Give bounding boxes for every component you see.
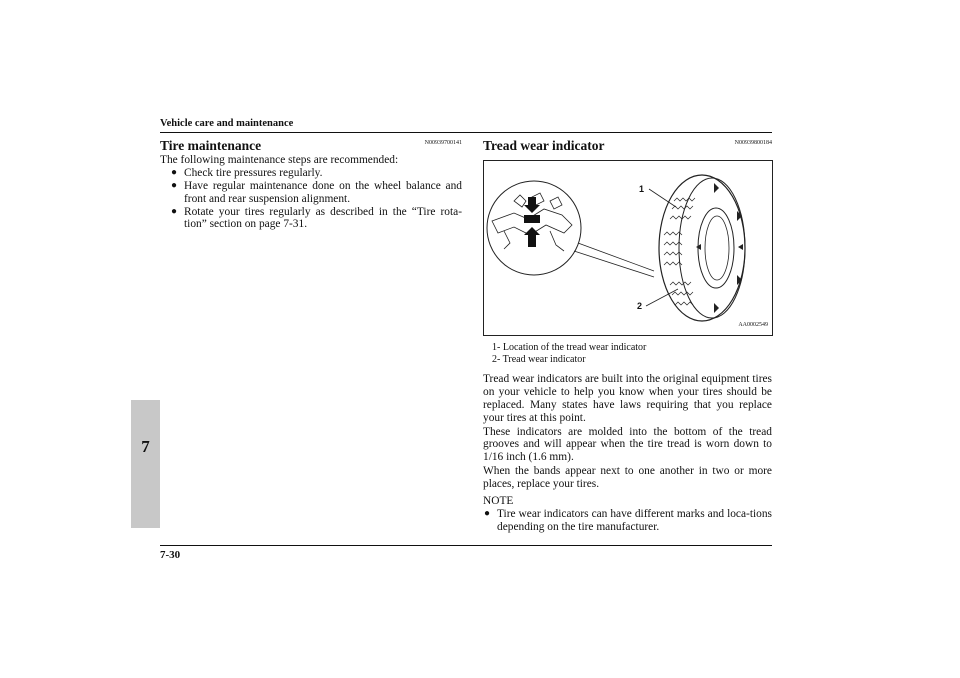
section-title: Tread wear indicator [483,138,605,153]
paragraph: Tread wear indicators are built into the original equipment tires on your vehicle to help you know when your tires should be replaced. Many states have laws requiring that you replace your tires at this point. [483,372,772,424]
figure-callout-1: 1 [639,183,645,194]
page-number: 7-30 [160,549,181,561]
legend-item: 2- Tread wear indicator [492,354,586,366]
list-item: ● Rotate your tires regularly as described in the “Tire rota-tion” section on page 7-31. [171,205,462,231]
paragraph: These indicators are molded into the bottom of the tread grooves and will appear when the tire tread is worn down to 1/16 inch (1.6 mm). [483,425,772,464]
figure-callout-2: 2 [637,300,643,311]
bullet-icon: ● [171,166,178,178]
intro-text: The following maintenance steps are recommended: [160,153,399,166]
section-code: N00939700141 [424,140,462,146]
paragraph: When the bands appear next to one another in two or more places, replace your tires. [483,465,772,491]
header-rule [160,132,772,133]
section-code: N00939800184 [734,140,772,146]
chapter-tab [131,400,160,528]
bullet-icon: ● [484,507,491,519]
note-list [483,508,772,534]
list-item: ● Have regular maintenance done on the wheel balance and front and rear suspension alignment. [171,179,462,205]
figure-legend [483,342,772,367]
footer-rule [160,545,772,546]
note-label: NOTE [483,495,514,508]
tire-maintenance-section [160,137,462,231]
legend-item: 1- Location of the tread wear indicator [492,341,647,353]
list-item: ● Check tire pressures regularly. [171,166,323,179]
list-item: ● Tire wear indicators can have different marks and loca-tions depending on the tire manufacturer. [484,507,772,533]
section-title: Tire maintenance [160,138,262,153]
chapter-number: 7 [141,437,150,456]
maintenance-steps-list [160,167,462,232]
tread-wear-section [483,137,772,534]
bullet-icon: ● [171,205,178,217]
figure-code: AA0002549 [738,322,768,328]
bullet-icon: ● [171,179,178,191]
tread-wear-figure [483,160,773,336]
tire-illustration [484,161,772,335]
section-header: Vehicle care and maintenance [160,118,294,129]
